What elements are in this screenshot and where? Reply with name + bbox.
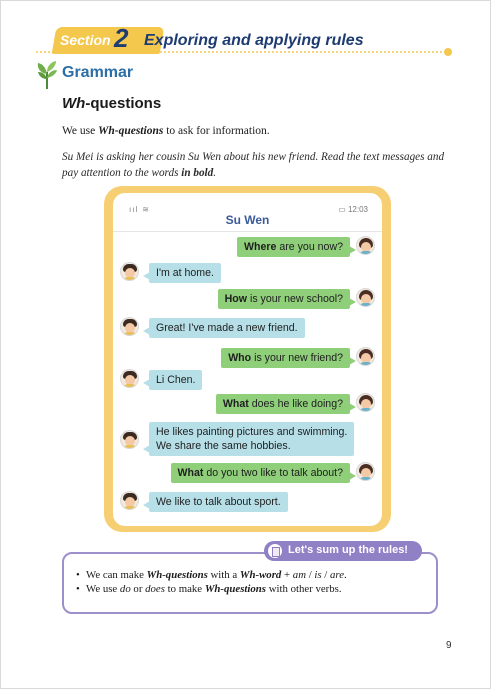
- question-word: Who: [228, 352, 252, 364]
- message-bubble-out: [221, 348, 350, 368]
- intro-after: to ask for information.: [163, 125, 270, 137]
- question-word: What: [177, 467, 204, 479]
- instruction-end: .: [213, 167, 217, 179]
- contact-name: Su Wen: [225, 213, 270, 227]
- section-title: Exploring and applying rules: [144, 32, 364, 49]
- battery-time: ▭ 12:03: [338, 205, 368, 214]
- message-bubble-in: [149, 263, 221, 283]
- intro-bold-wh: Wh: [98, 125, 115, 137]
- message-bubble-out: [216, 394, 350, 414]
- message-bubble-in: [149, 370, 202, 390]
- message-text: does he like doing?: [248, 398, 343, 410]
- question-word: Where: [244, 241, 277, 253]
- question-word: How: [224, 293, 248, 305]
- intro-bold-rest: -questions: [114, 125, 164, 137]
- avatar-su-mei: [356, 288, 375, 307]
- rules-list: [76, 568, 436, 596]
- rule-item: • We can make Wh-questions with a Wh-word + am / is / are.: [76, 568, 436, 582]
- grammar-heading: Grammar: [62, 64, 134, 81]
- message-bubble-in: [149, 318, 305, 338]
- question-word: What: [222, 398, 249, 410]
- wh-suffix: -questions: [85, 95, 162, 112]
- avatar-su-mei: [356, 393, 375, 412]
- intro-before: We use: [62, 125, 99, 137]
- phone-frame: [104, 186, 391, 532]
- avatar-su-wen: [120, 369, 139, 388]
- rules-summary-label: Let's sum up the rules!: [288, 544, 408, 556]
- message-text: is your new friend?: [251, 352, 343, 364]
- header-divider: [113, 231, 382, 232]
- message-bubble-out: [218, 289, 350, 309]
- avatar-su-mei: [356, 347, 375, 366]
- message-bubble-out: [171, 463, 350, 483]
- rule-item: • We use do or does to make Wh-questions with other verbs.: [76, 582, 436, 596]
- message-text: is your new school?: [247, 293, 343, 305]
- leaf-icon: [34, 60, 60, 90]
- message-text: I'm at home.: [156, 267, 214, 279]
- message-text: do you two like to talk about?: [203, 467, 343, 479]
- avatar-su-wen: [120, 317, 139, 336]
- message-text-line-2: We share the same hobbies.: [156, 440, 291, 452]
- message-bubble-in: [149, 492, 288, 512]
- message-text: are you now?: [276, 241, 343, 253]
- wh-questions-heading: [62, 95, 161, 112]
- instruction-main: Su Mei is asking her cousin Su Wen about his new friend. Read the text messages and pay attention to the words: [62, 151, 445, 179]
- avatar-su-wen: [120, 262, 139, 281]
- instruction-bold: in bold: [181, 167, 214, 179]
- avatar-su-mei: [356, 236, 375, 255]
- page-number: 9: [446, 640, 452, 651]
- avatar-su-wen: [120, 491, 139, 510]
- instruction-text: [62, 149, 454, 181]
- section-word: Section: [60, 32, 111, 48]
- message-bubble-out: [237, 237, 350, 257]
- message-text: Great! I've made a new friend.: [156, 322, 298, 334]
- avatar-su-mei: [356, 462, 375, 481]
- intro-text: [62, 124, 442, 139]
- section-number: 2: [114, 23, 129, 53]
- message-text: We like to talk about sport.: [156, 496, 281, 508]
- message-text-line-1: He likes painting pictures and swimming.: [156, 426, 348, 438]
- wh-prefix: Wh: [62, 95, 86, 112]
- avatar-su-wen: [120, 430, 139, 449]
- message-bubble-in: [149, 422, 354, 456]
- notepad-icon: [266, 542, 284, 560]
- signal-icon: ııl ≋: [129, 205, 150, 214]
- message-text: Li Chen.: [156, 374, 196, 386]
- phone-screen: [113, 193, 382, 526]
